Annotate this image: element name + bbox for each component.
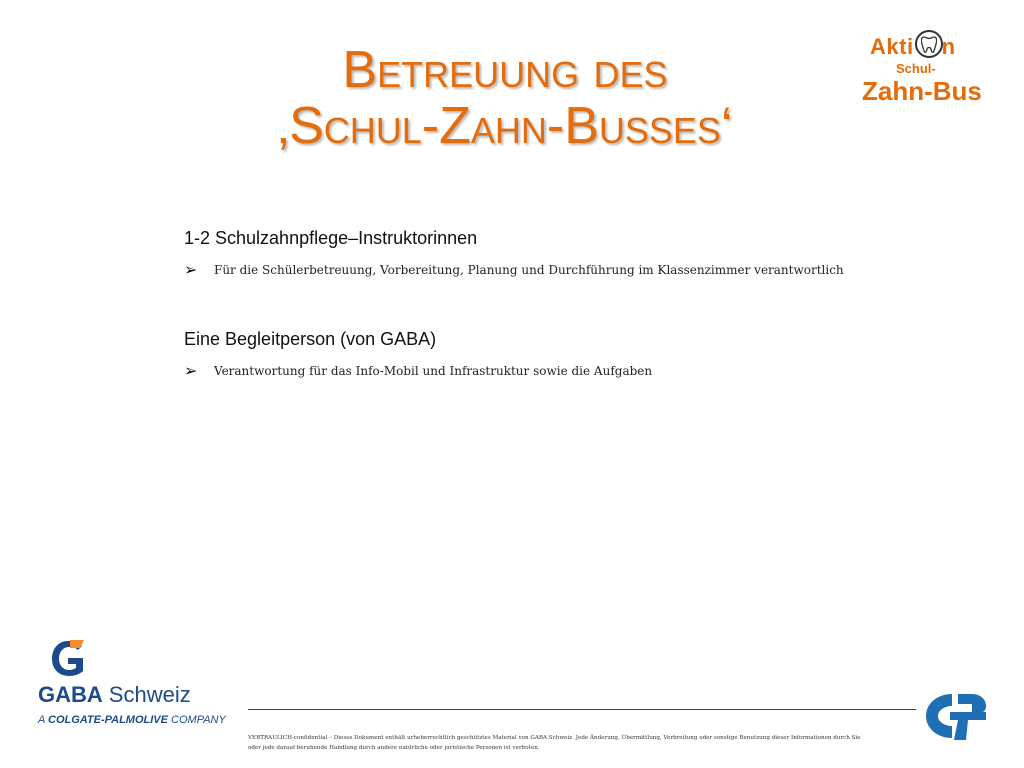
bullet-text: Für die Schülerbetreuung, Vorbereitung, Planung und Durchführung im Klassenzimmer verantwortlich: [214, 263, 844, 277]
logo-aktion-text: Akti n: [870, 34, 956, 59]
section-heading: 1-2 Schulzahnpflege–Instruktorinnen: [184, 228, 478, 248]
logo-schul-text: Schul-: [896, 61, 936, 76]
gaba-g-icon: [50, 640, 86, 678]
aktion-schul-zahn-bus-logo: [860, 28, 1000, 104]
section-heading: Eine Begleitperson (von GABA): [184, 329, 437, 349]
gaba-subtitle: A COLGATE-PALMOLIVE COMPANY: [38, 714, 226, 726]
footer-divider: [248, 709, 916, 710]
confidential-notice: VERTRAULICH-confidential – Dieses Dokument enthält urheberrechtlich geschütztes Material von GABA Schweiz. Jede Änderung, Übermittlung, Verbreitung oder sonstige Benutzung dieser Informationen durch Sie oder jede darauf beruhende Handlung durch andere natürliche oder juristische Personen ist verboten.: [248, 735, 861, 751]
section-begleitperson: [184, 329, 904, 378]
title-line-2: ‚Schul-Zahn-Busses‘: [277, 97, 733, 155]
arrow-bullet-icon: ➢: [184, 361, 198, 380]
bullet-item: [184, 361, 904, 380]
colgate-palmolive-icon: [922, 690, 988, 742]
section-instruktorinnen: [184, 228, 904, 277]
title-line-1: Betreuung des: [342, 41, 668, 99]
gaba-name: GABA Schweiz: [38, 682, 191, 707]
slide-content: [184, 228, 904, 378]
tooth-icon: [915, 30, 943, 58]
arrow-bullet-icon: ➢: [184, 260, 198, 279]
bullet-item: [184, 260, 904, 279]
logo-zahn-bus-text: Zahn-Bus: [862, 76, 982, 106]
gaba-schweiz-logo: [38, 640, 238, 730]
bullet-text: Verantwortung für das Info-Mobil und Infrastruktur sowie die Aufgaben: [214, 364, 653, 378]
slide-title: [180, 42, 830, 154]
